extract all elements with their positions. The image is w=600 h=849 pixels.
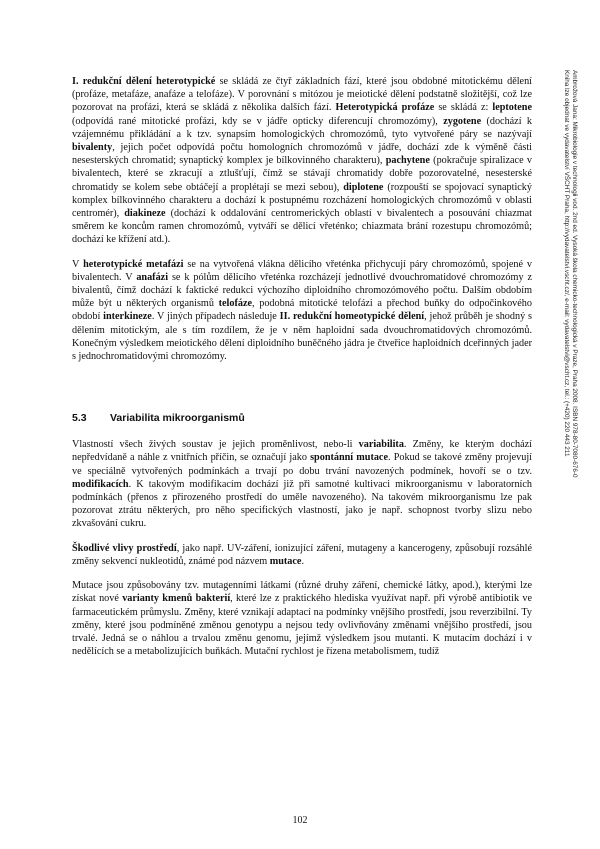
term: heterotypické metafázi — [83, 258, 184, 270]
text-span: , jako např. UV-záření, ionizující záření, mutageny a kancerogeny, způsobují rozsáhlé změny sekvencí nukleotidů, známé pod názvem — [72, 542, 532, 567]
text-span: . Změny, ke kterým dochází nepředvídaně a náhle z vnitřních příčin, se označují jako — [72, 439, 532, 464]
citation-line-1: Ambrožová Jana: Mikrobiologie v technologii vod. 2nd ed. Vysoká škola chemicko-technologická v Praze, Praha 2008. ISBN 978-80-7080-676-0 — [571, 70, 578, 478]
page-number: 102 — [292, 815, 308, 826]
text-span: , jejich počet odpovídá počtu homologních chromozómů v jádře, dochází zde k výměně části nesesterských chromatid; synaptický komplex je bílkovinného charakteru), — [72, 142, 532, 167]
text-span: , které lze z praktického hlediska využívat např. při výrobě antibiotik ve farmaceutickém průmyslu. Změny, které vznikají adaptací na podmínky vnějšího prostředí, jsou reverzibilní. Ty změny, které jsou podmíněné změnou genotypu a nejsou tedy ovlivňovány změnami vnějšího prostředí, jsou trvalé. Jedná se o náhlou a trvalou změnu genomu, jejímž výsledkem jsou mutanti. K mutacím dochází i v nedělících se a metabolizujících buňkách. Mutační rychlost je řízena metabolismem, tudíž — [72, 593, 532, 658]
paragraph-meiosis-metaphase — [72, 258, 532, 364]
text-span: , jehož průběh je shodný s dělením mitotickým, ale s tím rozdílem, že je v něm haploidní sada dvouchromatidových chromozómů. Konečným výsledkem meiotického dělení diploidního buněčného jádra je čtveřice haploidních dceřinných jader s jednochromatidovými chromozómy. — [72, 311, 532, 363]
paragraph-mutations — [72, 579, 532, 658]
text-span: Mutace jsou způsobovány tzv. mutagenními látkami (různé druhy záření, chemické látky, apod.), kterými lze získat nové — [72, 580, 532, 605]
text-span: se na vytvořená vlákna dělicího vřeténka přichycují páry chromozómů, spojené v bivalentech. V — [72, 258, 533, 283]
text-span: Vlastností všech živých soustav je jejich proměnlivost, nebo-li — [72, 439, 359, 451]
text-span: . V jiných případech následuje — [151, 311, 280, 323]
term: varianty kmenů bakterií — [122, 593, 231, 605]
section-number: 5.3 — [72, 412, 87, 425]
term: modifikacích — [72, 478, 129, 490]
term: telofáze — [218, 298, 252, 310]
term: Škodlivé vlivy prostředí — [72, 542, 177, 554]
paragraph-variability — [72, 438, 532, 530]
paragraph-harmful-effects — [72, 542, 532, 568]
term: I. redukční dělení heterotypické — [72, 76, 216, 87]
text-span: (rozpouští se spojovací synaptický komplex bílkovinného charakteru a dochází k postupnému rozcházení homologických chromozómů v oblasti centromér), — [72, 181, 532, 220]
section-title: Variabilita mikroorganismů — [110, 412, 245, 425]
term: leptotene — [492, 102, 532, 114]
text-span: (dochází k vzájemnému přikládání a k tzv. synapsím homologických chromozómů, tyto vytvořené páry se nazývají — [72, 115, 532, 140]
section-heading — [72, 412, 532, 424]
term: zygotene — [443, 115, 482, 127]
term: interkineze — [103, 311, 152, 323]
term: II. redukční homeotypické dělení — [279, 311, 425, 323]
term: anafázi — [136, 271, 169, 283]
term: pachytene — [385, 155, 430, 167]
term: mutace — [269, 555, 302, 567]
paragraph-meiosis-prophase — [72, 75, 532, 247]
section-spacer — [72, 374, 532, 412]
term: variabilita — [358, 439, 404, 451]
text-span: (pokračuje spiralizace v bivalentech, které se zkracují a ztlušťují, čímž se stávají chromatidy dobře pozorovatelné, nesesterské chromatidy se kolem sebe obtáčejí a proplétají se mezi sebou), — [72, 155, 533, 193]
text-span: (odpovídá rané mitotické profázi, kdy se v jádře opticky diferencují chromozómy), — [72, 115, 444, 127]
citation-line-2: Kniha lze objednat ve vydavatelství VŠCHT Praha, http://vydavatelstvi.vscht.cz/, e-mail: vydavatelstvi@vscht.cz, tel.: (+420) 220 443 211 — [563, 70, 570, 457]
term: diplotene — [343, 181, 384, 193]
text-span: , podobná mitotické telofázi a přechod buňky do odpočinkového období — [72, 298, 532, 323]
term: spontánní mutace — [310, 452, 388, 464]
text-span: . Pokud se takové změny projevují ve speciálně vytvořených podmínkách a trvají po dobu trvání navozených podmínek, hovoří se o tzv. — [72, 452, 532, 477]
text-span: V — [72, 258, 84, 270]
term: Heterotypická profáze — [335, 102, 435, 114]
body-text — [72, 75, 532, 669]
text-span: . — [301, 555, 304, 567]
text-span: . K takovým modifikacím dochází již při samotné kultivaci mikroorganismu v laboratorních podmínkách (přenos z přirozeného prostředí do uměle navozeného). Na takovém mikroorganismu lze pak pozorovat ztrátu některých, pro něho specifických vlastností, jako je např. schopnost tvorby slizu nebo zkvašování cukru. — [72, 478, 532, 530]
term: bivalenty — [72, 142, 113, 154]
term: diakineze — [124, 208, 166, 220]
side-citation — [562, 70, 578, 630]
text-span: (dochází k oddalování centromerických oblastí v bivalentech a posouvání chiazmat směrem ke koncům ramen chromozómů, vytváří se dělicí vřeténko; chiazmata brání rozestupu chromozómů; dochází ke křížení atd.). — [72, 208, 532, 246]
text-span: se skládá z: — [434, 102, 493, 114]
text-span: se k pólům dělicího vřeténka rozcházejí jednotlivé dvouchromatidové chromozómy z bivalentů, čímž dochází k faktické redukci výchozího diploidního chromozómového počtu. Dalším obdobím může být u některých organismů — [72, 271, 532, 310]
text-span: se skládá ze čtyř základních fází, které jsou obdobné mitotickému dělení (profáze, metafáze, anafáze a telofáze). V porovnání s mitózou je meiotické dělení podstatně složitější, což lze pozorovat na profázi, která se skládá z několika dalších fází. — [72, 76, 532, 114]
